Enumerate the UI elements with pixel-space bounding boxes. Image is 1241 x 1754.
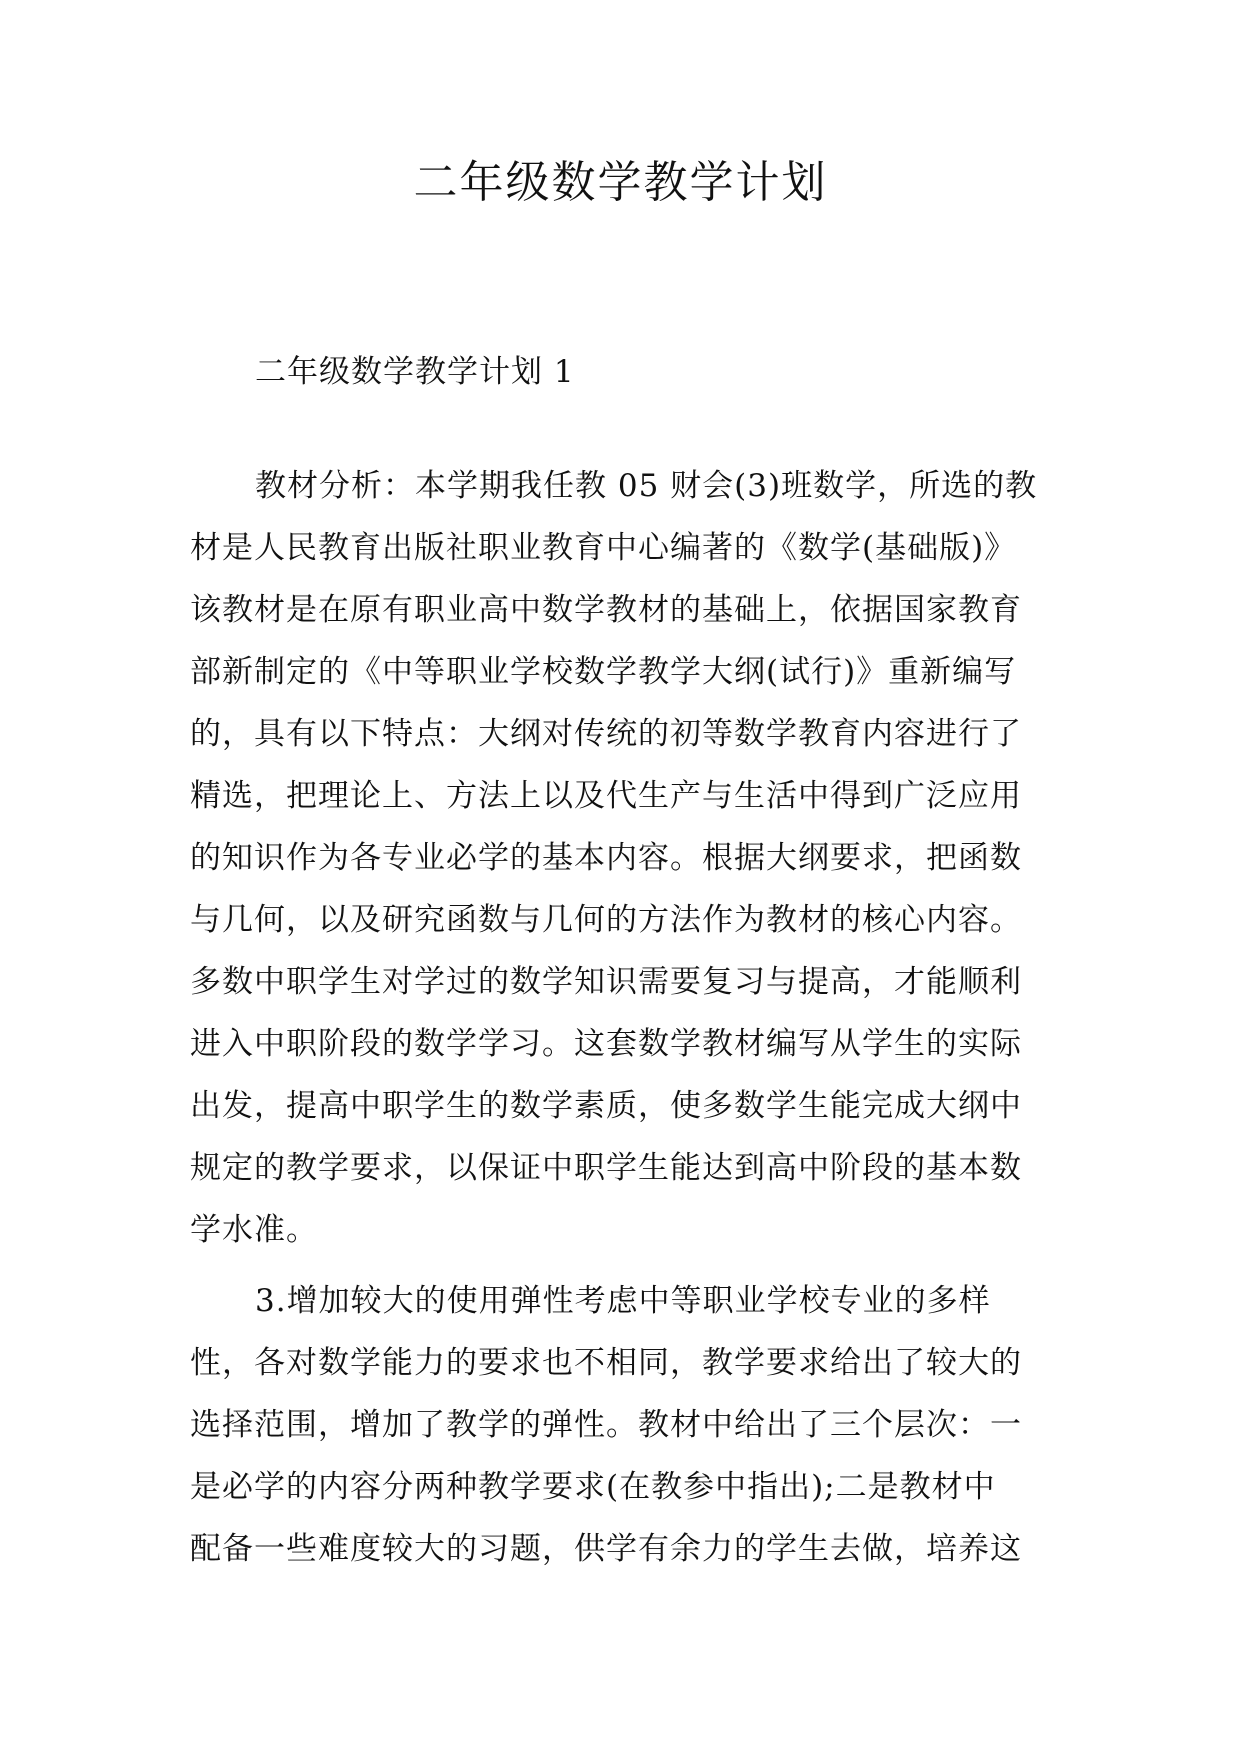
paragraph-line: 是必学的内容分两种教学要求(在教参中指出);二是教材中 <box>190 1469 996 1505</box>
paragraph-line: 配备一些难度较大的习题，供学有余力的学生去做，培养这 <box>190 1531 1022 1567</box>
paragraph-line: 精选，把理论上、方法上以及代生产与生活中得到广泛应用 <box>190 778 1022 814</box>
paragraph-line: 出发，提高中职学生的数学素质，使多数学生能完成大纲中 <box>190 1088 1022 1124</box>
paragraph-line: 性，各对数学能力的要求也不相同，教学要求给出了较大的 <box>190 1345 1022 1381</box>
document-title: 二年级数学教学计划 <box>413 157 828 208</box>
paragraph-line: 的，具有以下特点：大纲对传统的初等数学教育内容进行了 <box>190 716 1022 752</box>
paragraph-line: 进入中职阶段的数学学习。这套数学教材编写从学生的实际 <box>190 1026 1022 1062</box>
paragraph-line: 的知识作为各专业必学的基本内容。根据大纲要求，把函数 <box>190 840 1022 876</box>
paragraph-line: 材是人民教育出版社职业教育中心编著的《数学(基础版)》 <box>190 530 1017 566</box>
paragraph-line: 与几何，以及研究函数与几何的方法作为教材的核心内容。 <box>190 902 1022 938</box>
paragraph-line: 学水准。 <box>190 1212 318 1248</box>
paragraph-line: 选择范围，增加了教学的弹性。教材中给出了三个层次：一 <box>190 1407 1022 1443</box>
paragraph-line: 教材分析：本学期我任教 05 财会(3)班数学，所选的教 <box>255 468 1038 504</box>
paragraph-textbook-analysis <box>190 455 1050 1261</box>
paragraph-line: 部新制定的《中等职业学校数学教学大纲(试行)》重新编写 <box>190 654 1017 690</box>
paragraph-line: 3.增加较大的使用弹性考虑中等职业学校专业的多样 <box>255 1283 991 1319</box>
paragraph-line: 规定的教学要求，以保证中职学生能达到高中阶段的基本数 <box>190 1150 1022 1186</box>
paragraph-flexibility <box>190 1270 1050 1580</box>
paragraph-line: 多数中职学生对学过的数学知识需要复习与提高，才能顺利 <box>190 964 1022 1000</box>
paragraph-line: 该教材是在原有职业高中数学教材的基础上，依据国家教育 <box>190 592 1022 628</box>
section-heading: 二年级数学教学计划 1 <box>255 354 575 390</box>
